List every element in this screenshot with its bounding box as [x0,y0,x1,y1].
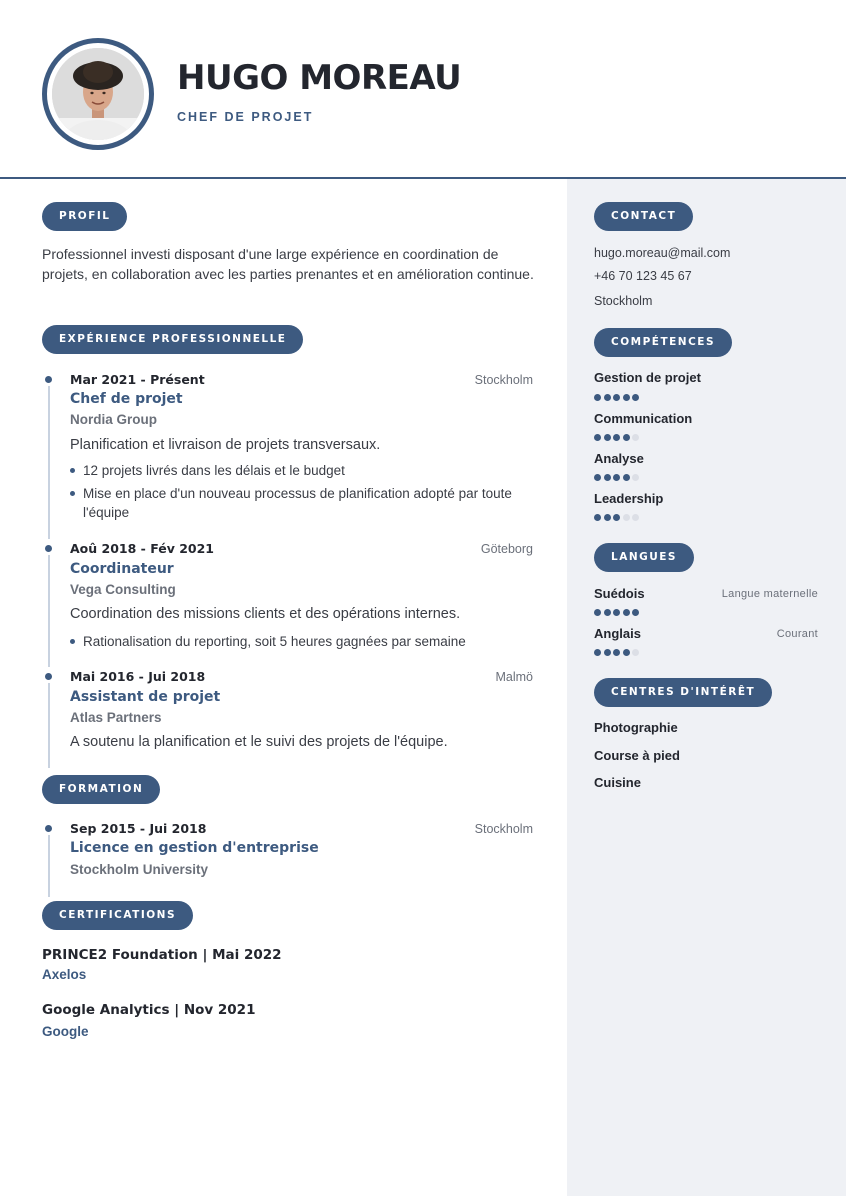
rating-dot-filled [594,609,601,616]
experience-role: Assistant de projet [70,689,221,705]
language-level: Courant [776,628,818,640]
rating-dot-filled [604,434,611,441]
section-heading-interests: CENTRES D'INTÉRÊT [594,678,772,707]
experience-dates: Mar 2021 - Présent [70,372,205,387]
rating-dot-filled [623,474,630,481]
experience-city: Göteborg [480,542,533,556]
experience-company: Atlas Partners [70,710,162,725]
rating-dot-filled [604,394,611,401]
language-name: Suédois [594,586,645,601]
skill-rating [594,474,642,482]
skill-name: Leadership [594,491,664,506]
certification-title: PRINCE2 Foundation | Mai 2022 [42,947,282,963]
experience-dates: Mai 2016 - Jui 2018 [70,669,206,684]
job-title: CHEF DE PROJET [177,110,314,124]
skill-rating [594,434,642,442]
rating-dot-empty [632,514,639,521]
language-level: Langue maternelle [721,588,818,600]
skill-rating [594,514,642,522]
certification-org: Axelos [42,967,87,982]
resume-header [0,0,846,179]
rating-dot-filled [594,474,601,481]
avatar-photo-icon [52,48,144,140]
section-heading-skills: COMPÉTENCES [594,328,732,357]
education-degree: Licence en gestion d'entreprise [70,840,319,856]
timeline-dot [45,545,52,552]
skill-name: Communication [594,411,693,426]
profile-summary: Professionnel investi disposant d'une large expérience en coordination de projets, en collaboration avec les parties prenantes et en amélioration continue. [42,246,534,282]
experience-description: Planification et livraison de projets transversaux. [70,437,381,453]
rating-dot-filled [632,609,639,616]
experience-description: A soutenu la planification et le suivi des projets de l'équipe. [70,734,448,750]
rating-dot-filled [594,434,601,441]
section-heading-experience: EXPÉRIENCE PROFESSIONNELLE [42,325,303,354]
timeline-line [48,683,50,768]
timeline-dot [45,376,52,383]
experience-bullet: Mise en place d'un nouveau processus de planification adopté par toute l'équipe [70,484,540,522]
interest-item: Course à pied [594,748,680,763]
language-rating [594,609,642,617]
section-heading-profile: PROFIL [42,202,127,231]
skill-name: Gestion de projet [594,370,701,385]
rating-dot-filled [594,649,601,656]
section-heading-education: FORMATION [42,775,160,804]
experience-bullet: Rationalisation du reporting, soit 5 heures gagnées par semaine [70,632,540,651]
experience-city: Malmö [495,670,533,684]
certification-title: Google Analytics | Nov 2021 [42,1002,256,1018]
skill-name: Analyse [594,451,644,466]
experience-company: Vega Consulting [70,582,176,597]
rating-dot-filled [613,609,620,616]
rating-dot-empty [632,434,639,441]
rating-dot-filled [623,394,630,401]
rating-dot-filled [604,609,611,616]
rating-dot-filled [604,474,611,481]
rating-dot-empty [632,474,639,481]
experience-description: Coordination des missions clients et des opérations internes. [70,606,461,622]
timeline-dot [45,673,52,680]
interest-item: Cuisine [594,775,641,790]
rating-dot-filled [623,649,630,656]
rating-dot-filled [613,649,620,656]
timeline-line [48,835,50,897]
rating-dot-filled [623,609,630,616]
contact-location: Stockholm [594,294,653,308]
rating-dot-filled [604,649,611,656]
candidate-name: HUGO MOREAU [177,58,462,98]
timeline-line [48,386,50,539]
avatar [52,48,144,140]
rating-dot-filled [613,474,620,481]
section-heading-languages: LANGUES [594,543,694,572]
contact-email[interactable]: hugo.moreau@mail.com [594,246,731,260]
rating-dot-filled [613,514,620,521]
experience-bullet: 12 projets livrés dans les délais et le budget [70,461,540,480]
section-heading-contact: CONTACT [594,202,693,231]
contact-phone[interactable]: +46 70 123 45 67 [594,269,692,283]
education-dates: Sep 2015 - Jui 2018 [70,821,207,836]
experience-role: Chef de projet [70,391,183,407]
language-rating [594,649,642,657]
experience-role: Coordinateur [70,561,174,577]
timeline-dot [45,825,52,832]
timeline-line [48,555,50,667]
rating-dot-empty [623,514,630,521]
experience-dates: Aoû 2018 - Fév 2021 [70,541,214,556]
language-name: Anglais [594,626,641,641]
rating-dot-filled [613,394,620,401]
experience-company: Nordia Group [70,412,157,427]
skill-rating [594,394,642,402]
rating-dot-filled [632,394,639,401]
interest-item: Photographie [594,720,678,735]
education-school: Stockholm University [70,862,209,877]
rating-dot-empty [632,649,639,656]
section-heading-certifications: CERTIFICATIONS [42,901,193,930]
rating-dot-filled [604,514,611,521]
experience-city: Stockholm [474,373,533,387]
rating-dot-filled [623,434,630,441]
education-city: Stockholm [474,822,533,836]
rating-dot-filled [594,394,601,401]
rating-dot-filled [613,434,620,441]
avatar-frame [42,38,154,150]
rating-dot-filled [594,514,601,521]
certification-org: Google [42,1024,89,1039]
